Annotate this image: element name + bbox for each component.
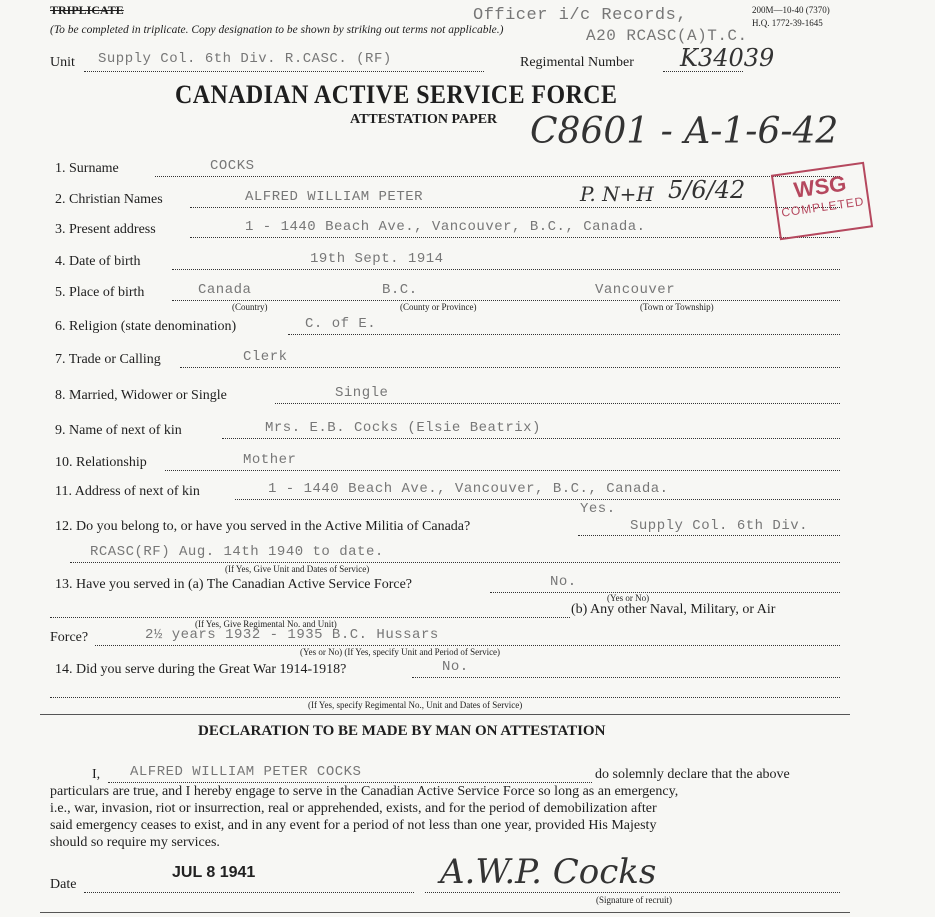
handwritten-reference: C8601 - A-1-6-42 (530, 111, 839, 152)
instructions: (To be completed in triplicate. Copy designation to be shown by striking out terms not applicable.) (50, 24, 504, 36)
form-code2: H.Q. 1772-39-1645 (752, 18, 823, 28)
next-of-kin-label: 9. Name of next of kin (55, 423, 182, 438)
declaration-heading: DECLARATION TO BE MADE BY MAN ON ATTESTATION (198, 723, 606, 739)
casf-question: 13. Have you served in (a) The Canadian Active Service Force? (55, 577, 412, 592)
regimental-number-value: K34039 (680, 44, 775, 72)
declaration-line5: should so require my services. (50, 835, 220, 850)
records-line2: A20 RCASC(A)T.C. (586, 27, 748, 45)
sublabel-country: (Country) (232, 302, 268, 312)
place-of-birth-label: 5. Place of birth (55, 285, 145, 300)
declaration-line3: i.e., war, invasion, riot or insurrection, real or apprehended, exists, and for the period of demobilization after (50, 801, 657, 816)
casf-answer: No. (550, 574, 577, 590)
relationship-label: 10. Relationship (55, 455, 147, 470)
militia-sublabel: (If Yes, Give Unit and Dates of Service) (225, 564, 370, 574)
recruit-signature: A.W.P. Cocks (440, 852, 657, 892)
date-of-birth-label: 4. Date of birth (55, 254, 141, 269)
completed-stamp (771, 162, 873, 240)
other-forces-question: (b) Any other Naval, Military, or Air (571, 602, 776, 617)
divider (40, 714, 850, 715)
marital-status-value: Single (335, 385, 389, 401)
force-sublabel: (Yes or No) (If Yes, specify Unit and Period of Service) (300, 647, 501, 657)
handwritten-date: 5/6/42 (668, 176, 746, 204)
sublabel-town: (Town or Township) (640, 302, 714, 312)
religion-value: C. of E. (305, 316, 377, 332)
bottom-divider (40, 912, 850, 913)
declaration-line2: particulars are true, and I hereby engage to serve in the Canadian Active Service Force so long as an emergency, (50, 784, 679, 799)
yes-no-sublabel: (Yes or No) (607, 593, 650, 603)
unit-value: Supply Col. 6th Div. R.CASC. (RF) (98, 51, 392, 67)
militia-service: RCASC(RF) Aug. 14th 1940 to date. (90, 544, 384, 560)
relationship-value: Mother (243, 452, 297, 468)
christian-names-label: 2. Christian Names (55, 192, 163, 207)
present-address-label: 3. Present address (55, 222, 156, 237)
next-of-kin-address-value: 1 - 1440 Beach Ave., Vancouver, B.C., Canada. (268, 481, 669, 497)
militia-answer: Yes. (580, 501, 616, 517)
handwritten-note: P. N+H (580, 182, 654, 206)
next-of-kin-value: Mrs. E.B. Cocks (Elsie Beatrix) (265, 420, 541, 436)
regimental-sublabel: (If Yes, Give Regimental No. and Unit) (195, 619, 337, 629)
next-of-kin-address-label: 11. Address of next of kin (55, 484, 200, 499)
date-of-birth-value: 19th Sept. 1914 (310, 251, 444, 267)
regimental-number-label: Regimental Number (520, 55, 634, 70)
declaration-line4: said emergency ceases to exist, and in any event for a period of not less than one year, provided His Majesty (50, 818, 657, 833)
declarant-name: ALFRED WILLIAM PETER COCKS (130, 764, 362, 780)
unit-label: Unit (50, 55, 75, 70)
surname-value: COCKS (210, 158, 255, 174)
trade-label: 7. Trade or Calling (55, 352, 161, 367)
force-value: 2½ years 1932 - 1935 B.C. Hussars (145, 627, 439, 643)
great-war-question: 14. Did you serve during the Great War 1914-1918? (55, 662, 347, 677)
stamp-code: WSG (792, 170, 848, 203)
date-stamp: JUL 8 1941 (172, 864, 256, 881)
form-title: CANADIAN ACTIVE SERVICE FORCE (175, 80, 618, 109)
stamp-text: COMPLETED (780, 194, 866, 220)
great-war-sublabel: (If Yes, specify Regimental No., Unit and Dates of Service) (308, 700, 523, 710)
birth-province: B.C. (382, 282, 418, 298)
signature-label: (Signature of recruit) (596, 895, 672, 905)
form-subtitle: ATTESTATION PAPER (350, 112, 498, 127)
form-code1: 200M—10-40 (7370) (752, 5, 830, 15)
date-label: Date (50, 877, 77, 892)
trade-value: Clerk (243, 349, 288, 365)
records-line1: Officer i/c Records, (473, 6, 688, 25)
militia-question: 12. Do you belong to, or have you served in the Active Militia of Canada? (55, 519, 471, 534)
sublabel-province: (County or Province) (400, 302, 477, 312)
declaration-prefix: I, (92, 767, 101, 782)
present-address-value: 1 - 1440 Beach Ave., Vancouver, B.C., Canada. (245, 219, 646, 235)
birth-country: Canada (198, 282, 252, 298)
christian-names-value: ALFRED WILLIAM PETER (245, 189, 424, 205)
religion-label: 6. Religion (state denomination) (55, 319, 237, 334)
declaration-line1: do solemnly declare that the above (595, 767, 790, 782)
marital-status-label: 8. Married, Widower or Single (55, 388, 227, 403)
great-war-answer: No. (442, 659, 469, 675)
militia-unit: Supply Col. 6th Div. (630, 518, 809, 534)
force-label: Force? (50, 630, 89, 645)
copy-designation: TRIPLICATE (50, 3, 124, 17)
birth-town: Vancouver (595, 282, 676, 298)
surname-label: 1. Surname (55, 161, 119, 176)
